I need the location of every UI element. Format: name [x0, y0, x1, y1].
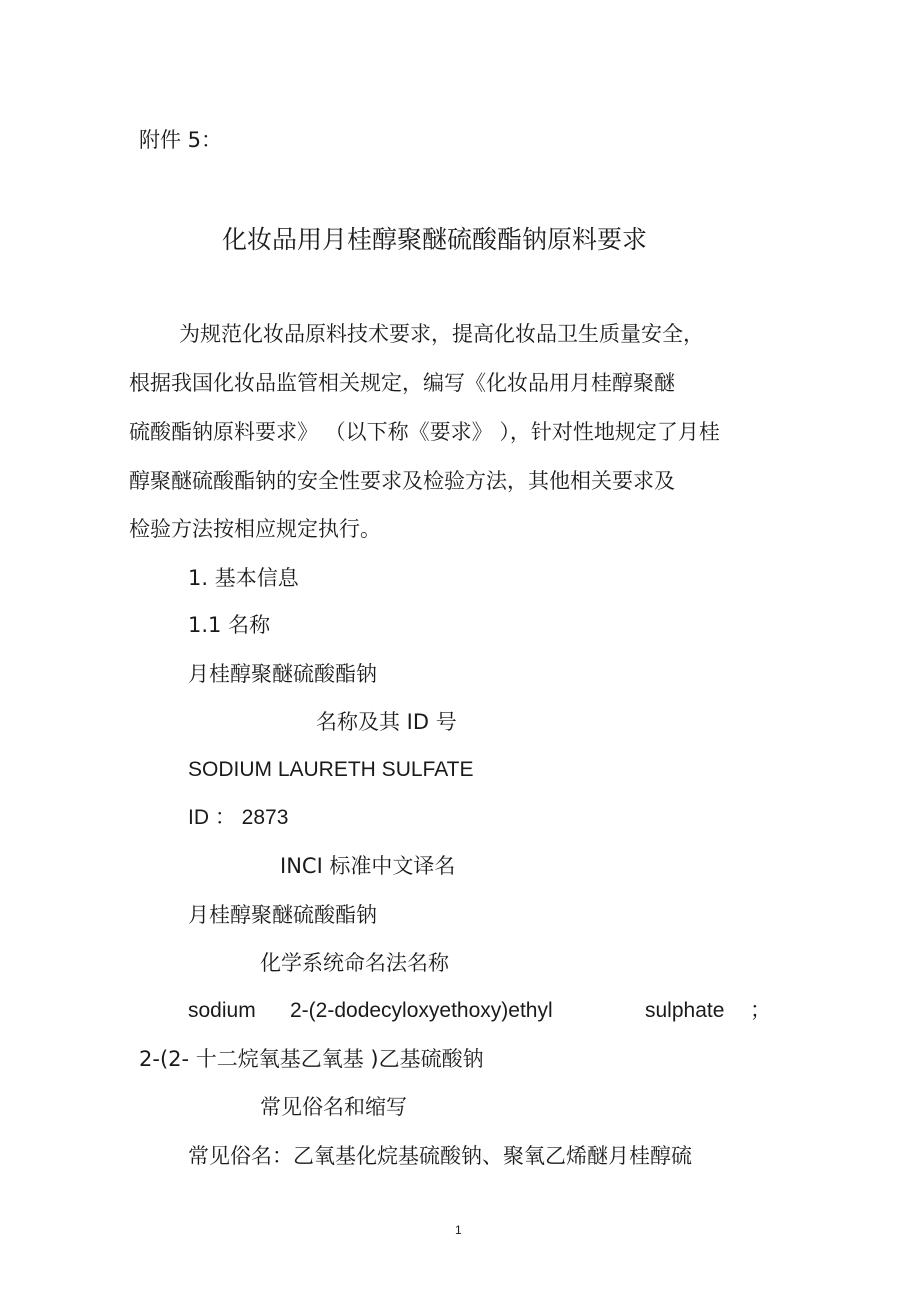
systematic-name-en [188, 997, 771, 1025]
name-en: SODIUM LAURETH SULFATE [188, 758, 474, 781]
inci-name: 月桂醇聚醚硫酸酯钠 [188, 903, 377, 927]
common-names: 常见俗名：乙氧基化烷基硫酸钠、聚氧乙烯醚月桂醇硫 [188, 1144, 692, 1168]
intro-line-4: 醇聚醚硫酸酯钠的安全性要求及检验方法，其他相关要求及 [129, 469, 675, 493]
intro-line-5: 检验方法按相应规定执行。 [129, 517, 381, 541]
intro-line-2: 根据我国化妆品监管相关规定，编写《化妆品用月桂醇聚醚 [129, 371, 675, 395]
name-id-label: 名称及其 ID 号 [316, 710, 457, 734]
attachment-label: 附件 5： [139, 128, 223, 152]
inci-label: INCI 标准中文译名 [280, 854, 456, 878]
systematic-name-cn: 2-(2- 十二烷氧基乙氧基 )乙基硫酸钠 [139, 1047, 484, 1071]
systematic-name-en-part-3: sulphate [645, 999, 725, 1022]
intro-line-3: 硫酸酯钠原料要求》 （以下称《要求》 ），针对性地规定了月桂 [129, 420, 720, 444]
systematic-label: 化学系统命名法名称 [260, 951, 449, 975]
page-number: 1 [455, 1223, 462, 1237]
systematic-name-en-part-1: sodium [188, 999, 256, 1022]
document-title: 化妆品用月桂醇聚醚硫酸酯钠原料要求 [222, 225, 648, 254]
section-heading-basic-info: 1. 基本信息 [188, 566, 299, 590]
common-names-label: 常见俗名和缩写 [260, 1095, 407, 1119]
systematic-name-en-part-4: ； [750, 999, 771, 1022]
name-cn: 月桂醇聚醚硫酸酯钠 [188, 662, 377, 686]
id-line: ID ： 2873 [188, 806, 289, 829]
intro-line-1: 为规范化妆品原料技术要求，提高化妆品卫生质量安全， [179, 322, 704, 346]
subsection-heading-name: 1.1 名称 [188, 613, 271, 637]
systematic-name-en-part-2: 2-(2-dodecyloxyethoxy)ethyl [290, 999, 553, 1022]
